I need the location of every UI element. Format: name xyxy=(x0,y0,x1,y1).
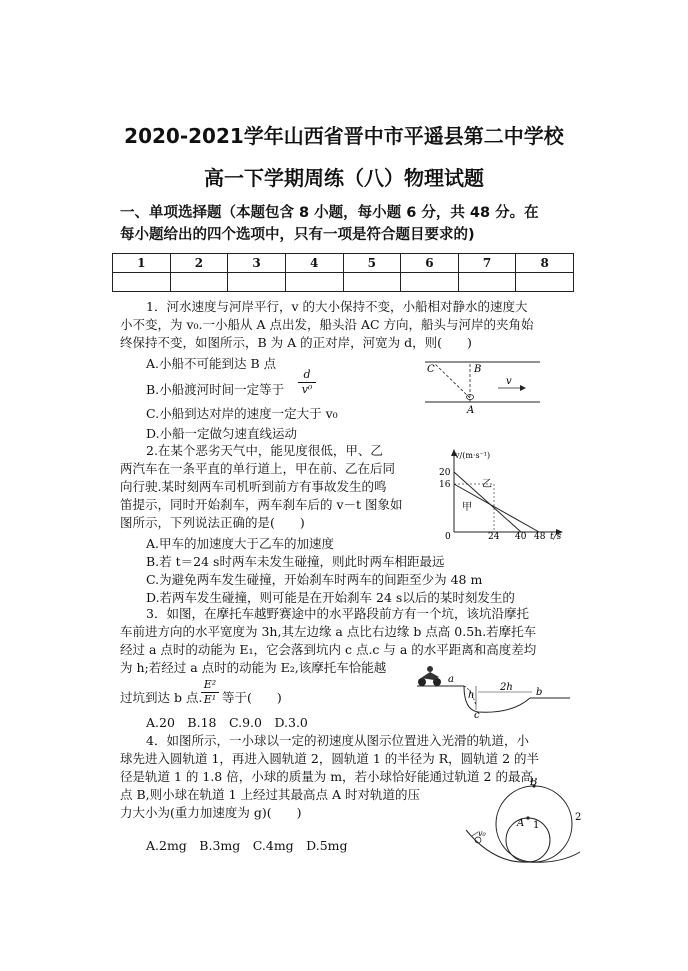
q1-river-figure xyxy=(420,352,545,416)
vt-x-label: t/s xyxy=(550,532,562,541)
fig1-label-v: v xyxy=(506,376,512,387)
fig3-label-h: h xyxy=(468,690,475,701)
vt-ytick-20: 20 xyxy=(439,468,451,478)
q3-options: A.20 B.18 C.9.0 D.3.0 xyxy=(146,715,308,730)
vt-origin-label: 0 xyxy=(445,532,451,541)
answer-number-1: 1 xyxy=(113,254,171,273)
vt-y-label: v/(m·s⁻¹) xyxy=(455,451,491,460)
exam-title-line1: 2020-2021学年山西省晋中市平遥县第二中学校 xyxy=(124,124,564,148)
q3-text-line4: 为 h;若经过 a 点时的动能为 E₂,该摩托车恰能越 xyxy=(120,660,387,675)
motorcycle-icon xyxy=(418,666,441,686)
point-a-marker xyxy=(526,816,529,819)
q1-text-line1: 1．河水速度与河岸平行，v 的大小保持不变，小船相对静水的速度大 xyxy=(146,299,528,314)
fig4-label-2: 2 xyxy=(575,812,582,823)
q2-vt-graph xyxy=(436,446,568,541)
q2-text-line3: 向行驶.某时刻两车司机听到前方有事故发生的鸣 xyxy=(120,479,387,494)
boat-heading-line xyxy=(435,364,470,398)
answer-table-header-row xyxy=(113,254,574,273)
fig4-label-v0: v₀ xyxy=(478,829,486,838)
answer-number-6: 6 xyxy=(401,254,459,273)
answer-table xyxy=(112,253,574,292)
section-heading-line2: 每小题给出的四个选项中，只有一项是符合题目要求的) xyxy=(120,227,475,243)
answer-cell[interactable] xyxy=(170,273,228,292)
q3-text-line5b: 等于( ) xyxy=(222,690,282,705)
q4-options: A.2mg B.3mg C.4mg D.5mg xyxy=(146,838,348,853)
q3-text-line5a: 过坑到达 b 点. xyxy=(120,690,203,705)
fig3-label-c: c xyxy=(474,710,480,720)
fig1-label-c: C xyxy=(427,364,435,375)
vt-ytick-16: 16 xyxy=(439,480,451,490)
fig4-label-1: 1 xyxy=(533,820,540,831)
q1-option-b: B.小船渡河时间一定等于 xyxy=(146,382,285,397)
vt-xtick-40: 40 xyxy=(515,532,527,541)
fig4-label-b: B xyxy=(530,778,538,788)
q1-fraction-denominator: v⁰ xyxy=(298,382,316,396)
q3-text-line3: 经过 a 点时的动能为 E₁，它会落到坑内 c 点.c 与 a 的水平距离和高度差均 xyxy=(120,642,537,657)
answer-cell[interactable] xyxy=(228,273,286,292)
q3-energy-fraction xyxy=(201,678,219,706)
vt-xtick-24: 24 xyxy=(488,532,500,541)
vt-series-jia-label: 甲 xyxy=(462,502,472,513)
q2-text-line4: 笛提示，同时开始刹车，两车刹车后的 v－t 图象如 xyxy=(120,497,403,512)
q4-loop-figure xyxy=(464,778,584,870)
q3-text-line1: 3．如图，在摩托车越野赛途中的水平路段前方有一个坑，该坑沿摩托 xyxy=(146,606,529,621)
vt-series-yi-label: 乙 xyxy=(482,479,492,490)
q2-option-d: D.若两车发生碰撞，则可能是在开始刹车 24 s以后的某时刻发生的 xyxy=(146,590,515,605)
fig1-label-a: A xyxy=(467,405,475,416)
q4-text-line5: 力大小为(重力加速度为 g)( ) xyxy=(120,805,302,820)
q2-text-line2: 两汽车在一条平直的单行道上，甲在前、乙在后同 xyxy=(120,461,396,476)
answer-number-5: 5 xyxy=(343,254,401,273)
q1-option-d: D.小船一定做匀速直线运动 xyxy=(146,426,298,441)
current-arrow-head-icon xyxy=(520,385,526,391)
fig3-label-b: b xyxy=(536,687,543,698)
answer-number-7: 7 xyxy=(458,254,516,273)
q4-text-line2: 球先进入圆轨道 1，再进入圆轨道 2，圆轨道 1 的半径为 R，圆轨道 2 的半 xyxy=(120,751,540,766)
q3-fraction-numerator: E² xyxy=(203,678,217,691)
answer-cell[interactable] xyxy=(516,273,574,292)
answer-cell[interactable] xyxy=(285,273,343,292)
exam-title-line2: 高一下学期周练（八）物理试题 xyxy=(204,166,484,190)
q2-text-line5: 图所示，下列说法正确的是( ) xyxy=(120,515,305,530)
q2-option-a: A.甲车的加速度大于乙车的加速度 xyxy=(146,536,335,551)
q1-option-a: A.小船不可能到达 B 点 xyxy=(146,356,277,371)
q1-text-line3: 终保持不变，如图所示，B 为 A 的正对岸，河宽为 d，则( ) xyxy=(120,335,472,350)
q4-text-line4: 点 B,则小球在轨道 1 上经过其最高点 A 时对轨道的压 xyxy=(120,787,421,802)
q1-option-c: C.小船到达对岸的速度一定大于 v₀ xyxy=(146,406,338,421)
q4-text-line1: 4．如图所示，一小球以一定的初速度从图示位置进入光滑的轨道，小 xyxy=(146,733,529,748)
answer-number-2: 2 xyxy=(170,254,228,273)
vt-xtick-48: 48 xyxy=(534,532,546,541)
answer-cell[interactable] xyxy=(458,273,516,292)
section-heading-line1: 一、单项选择题（本题包含 8 小题，每小题 6 分，共 48 分。在 xyxy=(120,205,539,221)
answer-number-4: 4 xyxy=(285,254,343,273)
q4-text-line3: 径是轨道 1 的 1.8 倍，小球的质量为 m，若小球恰好能通过轨道 2 的最高 xyxy=(120,769,533,784)
answer-table-blank-row xyxy=(113,273,574,292)
q1-fraction-numerator: d xyxy=(303,368,311,381)
q3-text-line2: 车前进方向的水平宽度为 3h,其左边缘 a 点比右边缘 b 点高 0.5h.若摩托车 xyxy=(120,624,537,639)
answer-number-8: 8 xyxy=(516,254,574,273)
q3-pit-figure xyxy=(412,662,574,720)
answer-number-3: 3 xyxy=(228,254,286,273)
q1-text-line2: 小不变，为 v₀.一小船从 A 点出发，船头沿 AC 方向，船头与河岸的夹角始 xyxy=(120,317,534,332)
fig3-label-a: a xyxy=(448,674,454,685)
q2-option-b: B.若 t＝24 s时两车未发生碰撞，则此时两车相距最远 xyxy=(146,554,445,569)
fig3-label-2h: 2h xyxy=(500,682,513,693)
q2-text-line1: 2.在某个恶劣天气中，能见度很低，甲、乙 xyxy=(146,443,383,458)
answer-cell[interactable] xyxy=(113,273,171,292)
q2-option-c: C.为避免两车发生碰撞，开始刹车时两车的间距至少为 48 m xyxy=(146,572,483,587)
track-circle-1 xyxy=(506,818,550,862)
answer-cell[interactable] xyxy=(343,273,401,292)
fig1-label-b: B xyxy=(474,364,482,375)
fig4-label-a: A xyxy=(517,818,525,829)
q3-fraction-denominator: E¹ xyxy=(201,692,219,706)
q1-option-b-fraction xyxy=(298,368,316,396)
answer-cell[interactable] xyxy=(401,273,459,292)
